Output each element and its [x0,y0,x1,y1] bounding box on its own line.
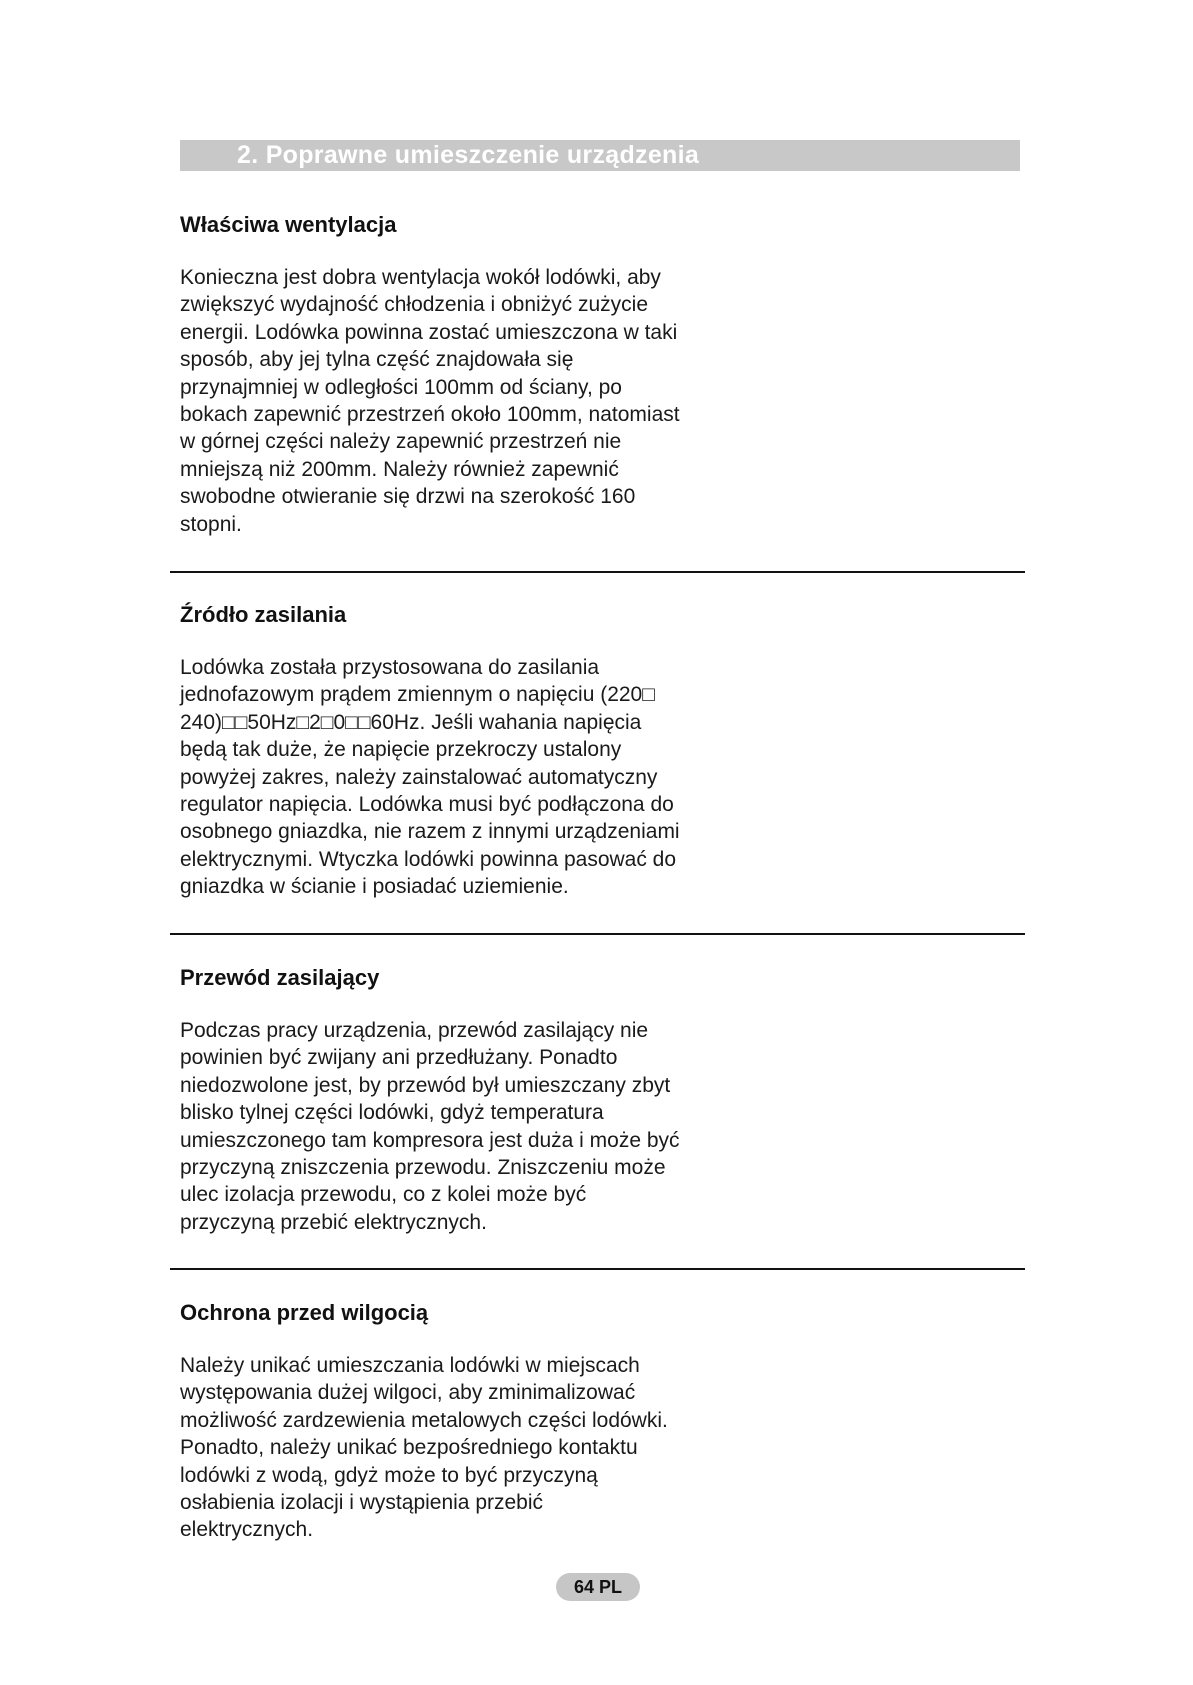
body-line: Należy unikać umieszczania lodówki w miejscach [180,1354,640,1377]
body-line: Ponadto, należy unikać bezpośredniego kontaktu [180,1436,638,1460]
body-line: stopni. [180,512,242,536]
section-divider [170,933,1025,935]
body-line: energii. Lodówka powinna zostać umieszczona w taki [180,320,678,344]
section-heading: Źródło zasilania [180,602,347,627]
section-body [180,654,780,901]
section-divider [170,1268,1025,1270]
chapter-title: 2. Poprawne umieszczenie urządzenia [237,141,700,169]
body-line: umieszczonego tam kompresora jest duża i może być [180,1128,680,1152]
section-body [180,1017,780,1236]
body-line: przynajmniej w odległości 100mm od ściany, po [180,375,622,399]
section-heading: Ochrona przed wilgocią [180,1300,429,1325]
body-line: występowania dużej wilgoci, aby zminimalizować [180,1381,636,1405]
body-line: Lodówka została przystosowana do zasilania [180,656,600,679]
body-line: lodówki z wodą, gdyż może to być przyczyną [180,1463,598,1487]
body-line: sposób, aby jej tylna część znajdowała się [180,348,574,372]
body-line: swobodne otwieranie się drzwi na szerokość 160 [180,485,636,509]
body-line: gniazdka w ścianie i posiadać uziemienie. [180,875,569,899]
body-line: przyczyną przebić elektrycznych. [180,1210,487,1234]
body-line: przyczyną zniszczenia przewodu. Zniszczeniu może [180,1156,666,1180]
section-body [180,1352,780,1544]
body-line: w górnej części należy zapewnić przestrzeń nie [180,430,622,454]
section-power-cord [180,964,780,1236]
body-line: ulec izolacja przewodu, co z kolei może być [180,1183,587,1207]
body-line: elektrycznymi. Wtyczka lodówki powinna pasować do [180,847,677,871]
section-heading: Przewód zasilający [180,965,380,990]
section-power-source [180,601,780,901]
body-line: 240)□□50Hz□2□0□□60Hz. Jeśli wahania napięcia [180,710,642,734]
body-line: Podczas pracy urządzenia, przewód zasilający nie [180,1019,649,1042]
body-line: Konieczna jest dobra wentylacja wokół lodówki, aby [180,266,661,289]
body-line: będą tak duże, że napięcie przekroczy ustalony [180,738,622,762]
body-line: niedozwolone jest, by przewód był umieszczany zbyt [180,1073,671,1097]
section-body [180,264,780,538]
body-line: regulator napięcia. Lodówka musi być podłączona do [180,793,674,817]
section-ventilation [180,211,780,538]
body-line: powinien być zwijany ani przedłużany. Ponadto [180,1046,618,1070]
body-line: mniejszą niż 200mm. Należy również zapewnić [180,457,619,481]
body-line: jednofazowym prądem zmiennym o napięciu (220□ [180,683,655,707]
body-line: bokach zapewnić przestrzeń około 100mm, natomiast [180,403,680,427]
body-line: blisko tylnej części lodówki, gdyż temperatura [180,1101,604,1125]
body-line: powyżej zakres, należy zainstalować automatyczny [180,765,658,789]
body-line: możliwość zardzewienia metalowych części lodówki. [180,1408,668,1432]
body-line: osłabienia izolacji i wystąpienia przebić [180,1491,544,1515]
body-line: elektrycznych. [180,1518,314,1542]
chapter-title-bar [180,140,1020,171]
section-divider [170,571,1025,573]
section-moisture-protection [180,1299,780,1544]
page-number-badge: 64 PL [556,1573,640,1601]
section-heading: Właściwa wentylacja [180,212,397,237]
body-line: osobnego gniazdka, nie razem z innymi urządzeniami [180,820,680,844]
body-line: zwiększyć wydajność chłodzenia i obniżyć zużycie [180,293,649,317]
